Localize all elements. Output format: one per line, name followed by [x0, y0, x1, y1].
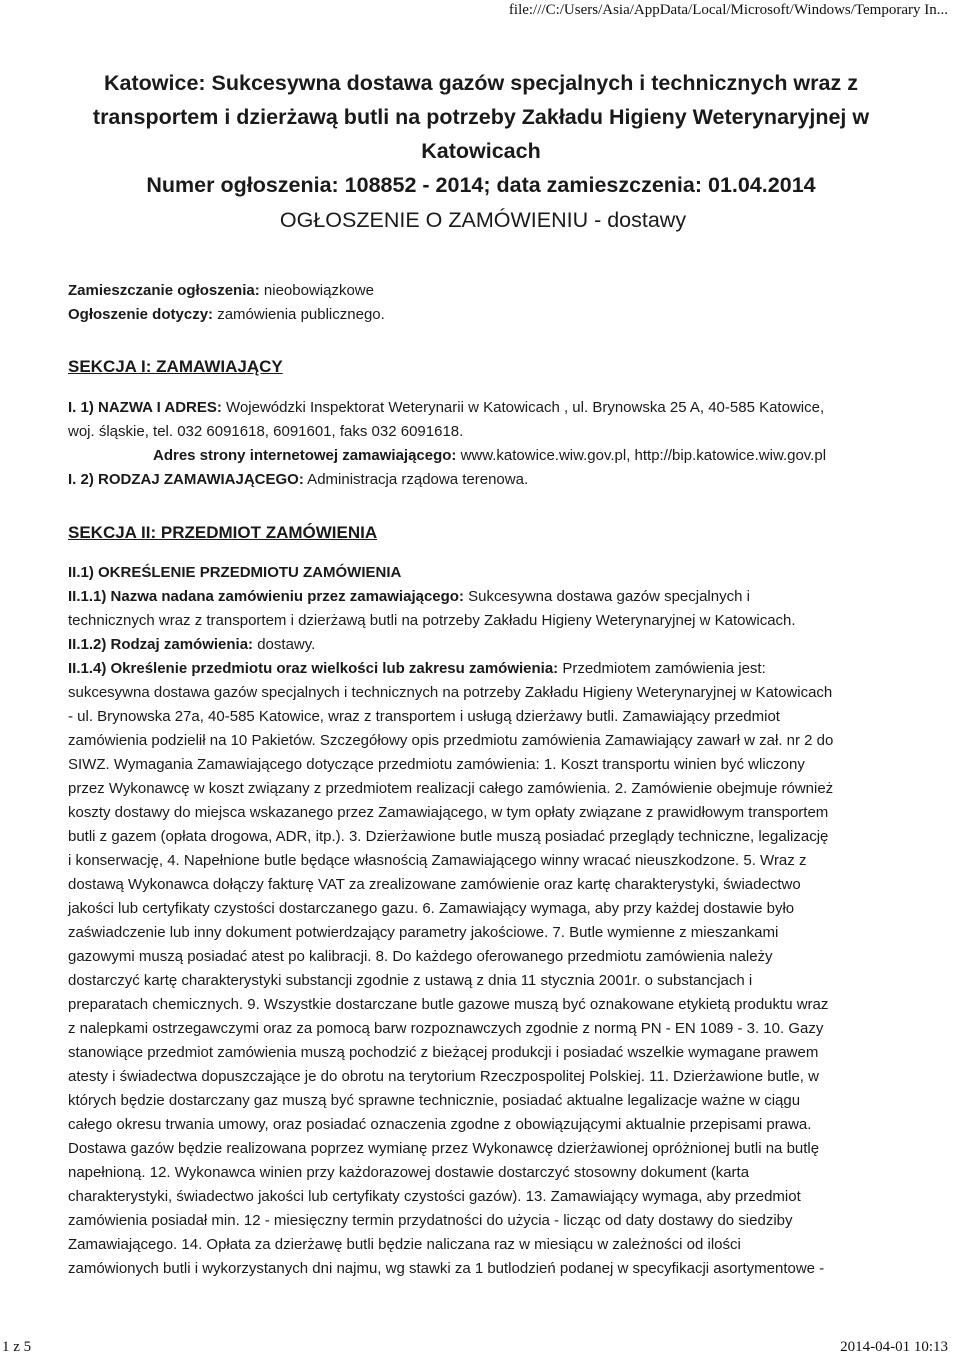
contracting-address-line: woj. śląskie, tel. 032 6091618, 6091601, faks 032 6091618. — [68, 423, 464, 440]
meta-block — [68, 279, 898, 327]
description-label: II.1.4) Określenie przedmiotu oraz wielkości lub zakresu zamówienia: — [68, 660, 559, 677]
description-line: zamówionych butli i wykorzystanych dni najmu, wg stawki za 1 butlodzień podanej w specyfikacji asortymentowe - — [68, 1260, 825, 1277]
section-1-heading: SEKCJA I: ZAMAWIAJĄCY — [68, 357, 283, 376]
concerns-value: zamówienia publicznego. — [213, 306, 385, 323]
description-line: zaświadczenie lub inny dokument potwierdzający parametry jakościowe. 7. Butle wymienne z mieszankami — [68, 924, 779, 941]
description-line: gazowymi muszą posiadać atest po kalibracji. 8. Do każdego oferowanego przedmiotu zamówienia należy — [68, 948, 773, 965]
description-line: stanowiące przedmiot zamówienia muszą pochodzić z bieżącej produkcji i posiadać wszelkie wymagane prawem — [68, 1044, 819, 1061]
description-line: zamówienia podzielił na 10 Pakietów. Szczegółowy opis przedmiotu zamówienia Zamawiający zawarł w zał. nr 2 do — [68, 732, 834, 749]
description-line: z nalepkami ostrzegawczymi oraz za pomocą barw rozpoznawczych zgodnie z normą PN - EN 1089 - 3. 10. Gazy — [68, 1020, 824, 1037]
order-name-continuation: technicznych wraz z transportem i dzierżawą butli na potrzeby Zakładu Higieny Weterynaryjnej w Katowicach. — [68, 612, 796, 629]
description-line: i konserwację, 4. Napełnione butle będące własnością Zamawiającego winny wracać nieuszkodzone. 5. Wraz z — [68, 852, 807, 869]
section-2-heading: SEKCJA II: PRZEDMIOT ZAMÓWIENIA — [68, 523, 378, 542]
title-line-1: Katowice: Sukcesywna dostawa gazów specjalnych i technicznych wraz z — [104, 71, 858, 95]
subject-subheading: II.1) OKREŚLENIE PRZEDMIOTU ZAMÓWIENIA — [68, 564, 402, 581]
title-line-3: Katowicach — [421, 139, 541, 163]
title-line-2: transportem i dzierżawą butli na potrzeby Zakładu Higieny Weterynaryjnej w — [92, 105, 870, 129]
order-name-label: II.1.1) Nazwa nadana zamówieniu przez zamawiającego: — [68, 588, 464, 605]
placement-value: nieobowiązkowe — [259, 282, 374, 299]
description-line: atesty i świadectwa dopuszczające je do obrotu na terytorium Rzeczpospolitej Polskiej. 11. Dzierżawione butle, w — [68, 1068, 819, 1085]
contracting-name-value: Wojewódzki Inspektorat Weterynarii w Katowicach , ul. Brynowska 25 A, 40-585 Katowice, — [221, 399, 825, 416]
description-line: koszty dostawy do miejsca wskazanego przez Zamawiającego, w tym opłaty związane z prawidłowym transportem — [68, 804, 829, 821]
page-counter: 1 z 5 — [2, 1339, 32, 1355]
description-first: Przedmiotem zamówienia jest: — [558, 660, 766, 677]
description-line: sukcesywna dostawa gazów specjalnych i technicznych na potrzeby Zakładu Higieny Weterynaryjnej w Katowicach — [68, 684, 833, 701]
description-line: przez Wykonawcę w koszt związany z przedmiotem realizacji całego zamówienia. 2. Zamówienie obejmuje również — [68, 780, 834, 797]
description-line: SIWZ. Wymagania Zamawiającego dotyczące przedmiotu zamówienia: 1. Koszt transportu winien być wliczony — [68, 756, 805, 773]
description-line: dostawą Wykonawca dołączy fakturę VAT za zrealizowane zamówienie oraz kartę charakterystyki, świadectwo — [68, 876, 801, 893]
concerns-label: Ogłoszenie dotyczy: — [68, 306, 214, 323]
description-line: całego okresu trwania umowy, oraz posiadać oznaczenia zgodne z obowiązującymi aktualnie przepisami prawa. — [68, 1116, 812, 1133]
placement-label: Zamieszczanie ogłoszenia: — [68, 282, 260, 299]
description-line: Dostawa gazów będzie realizowana poprzez wymianę przez Wykonawcę dzierżawionej opróżnionej butli na butlę — [68, 1140, 820, 1157]
contracting-name-label: I. 1) NAZWA I ADRES: — [68, 399, 222, 416]
description-line: których będzie dostarczany gaz muszą być sprawne technicznie, posiadać aktualne legalizacje ważne w ciągu — [68, 1092, 801, 1109]
website-row — [68, 444, 898, 468]
section-1-body — [68, 396, 898, 492]
contracting-type-value: Administracja rządowa terenowa. — [303, 471, 529, 488]
description-line: Zamawiającego. 14. Opłata za dzierżawę butli będzie naliczana raz w miesiącu w zależności od ilości — [68, 1236, 741, 1253]
browser-url-header: file:///C:/Users/Asia/AppData/Local/Microsoft/Windows/Temporary In... — [508, 2, 948, 18]
concerns-row — [68, 303, 898, 327]
description-line: preparatach chemicznych. 9. Wszystkie dostarczane butle gazowe muszą być oznakowane etykietą produktu wraz — [68, 996, 829, 1013]
description-line: charakterystyki, świadectwo jakości lub certyfikaty czystości gazów). 13. Zamawiający wymaga, aby przedmiot — [68, 1188, 801, 1205]
website-label: Adres strony internetowej zamawiającego: — [153, 447, 457, 464]
announcement-type: OGŁOSZENIE O ZAMÓWIENIU - dostawy — [279, 208, 687, 232]
order-kind-row — [68, 633, 898, 657]
website-value: www.katowice.wiw.gov.pl, http://bip.katowice.wiw.gov.pl — [456, 447, 827, 464]
document-title — [64, 66, 898, 202]
description-line: jakości lub certyfikaty czystości dostarczanego gazu. 6. Zamawiający wymaga, aby przy każdej dostawie było — [68, 900, 795, 917]
description-line: dostarczyć kartę charakterystyki substancji zgodnie z ustawą z dnia 11 stycznia 2001r. o substancjach i — [68, 972, 753, 989]
description-line: napełnioną. 12. Wykonawca winien przy każdorazowej dostawie dostarczyć stosowny dokument (karta — [68, 1164, 750, 1181]
section-2-body — [68, 561, 898, 1281]
description-line: butli z gazem (opłata drogowa, ADR, itp.). 3. Dzierżawione butle muszą posiadać przeglądy techniczne, legalizację — [68, 828, 829, 845]
print-datetime: 2014-04-01 10:13 — [840, 1339, 948, 1355]
description-row — [68, 657, 898, 681]
placement-row — [68, 279, 898, 303]
contracting-type-label: I. 2) RODZAJ ZAMAWIAJĄCEGO: — [68, 471, 304, 488]
order-name-value: Sukcesywna dostawa gazów specjalnych i — [463, 588, 750, 605]
document-body — [68, 66, 898, 1281]
description-line: - ul. Brynowska 27a, 40-585 Katowice, wraz z transportem i usługą dzierżawy butli. Zamawiający przedmiot — [68, 708, 780, 725]
contracting-type-row — [68, 468, 898, 492]
order-kind-label: II.1.2) Rodzaj zamówienia: — [68, 636, 254, 653]
contracting-name-row — [68, 396, 898, 420]
order-name-row — [68, 585, 898, 609]
description-text — [68, 681, 898, 1281]
announcement-number: Numer ogłoszenia: 108852 - 2014; data zamieszczenia: 01.04.2014 — [146, 173, 816, 197]
order-kind-value: dostawy. — [253, 636, 316, 653]
description-line: zamówienia posiadał min. 12 - miesięczny termin przydatności do użycia - licząc od daty dostawy do siedziby — [68, 1212, 793, 1229]
